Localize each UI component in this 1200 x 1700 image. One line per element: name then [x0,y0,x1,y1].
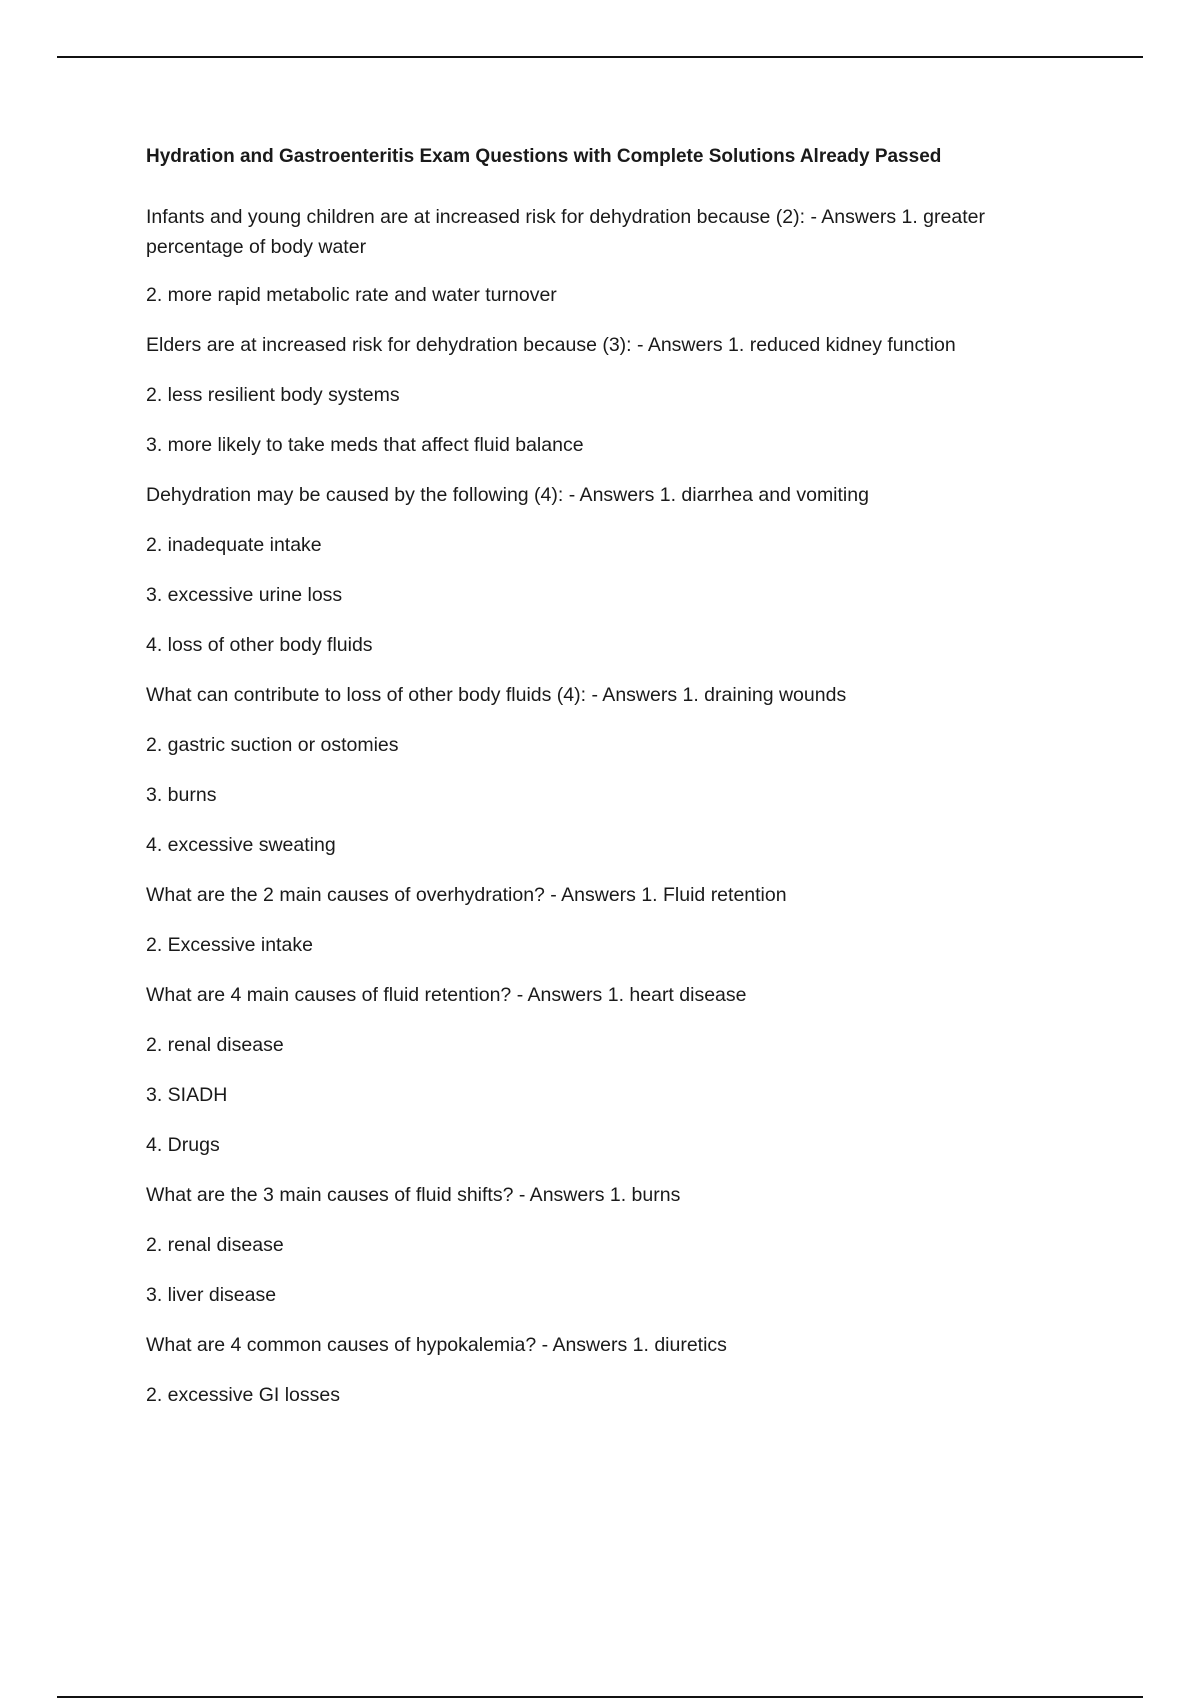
paragraph: 3. more likely to take meds that affect fluid balance [146,434,584,456]
footer-rule [57,1696,1143,1698]
paragraph: What are the 3 main causes of fluid shifts? - Answers 1. burns [146,1184,681,1206]
paragraph: What are the 2 main causes of overhydration? - Answers 1. Fluid retention [146,884,787,906]
paragraph: What are 4 common causes of hypokalemia? - Answers 1. diuretics [146,1334,727,1356]
paragraph: 3. excessive urine loss [146,584,343,606]
paragraph: 3. liver disease [146,1284,277,1306]
paragraph: 2. less resilient body systems [146,384,400,406]
paragraph: 2. renal disease [146,1234,284,1256]
paragraph: 3. SIADH [146,1084,228,1106]
paragraph: 4. loss of other body fluids [146,634,373,656]
paragraph: What are 4 main causes of fluid retention? - Answers 1. heart disease [146,984,747,1006]
paragraph: 2. more rapid metabolic rate and water turnover [146,284,557,306]
paragraph: Infants and young children are at increased risk for dehydration because (2): - Answers 1. greater percentage of body water [146,206,985,258]
paragraph: 2. inadequate intake [146,534,322,556]
paragraph: 2. excessive GI losses [146,1384,340,1406]
paragraph: 4. Drugs [146,1134,220,1156]
paragraph: 2. Excessive intake [146,934,313,956]
paragraph: Dehydration may be caused by the following (4): - Answers 1. diarrhea and vomiting [146,484,869,506]
paragraph: 2. renal disease [146,1034,284,1056]
document-body [146,142,1046,1430]
paragraph: What can contribute to loss of other body fluids (4): - Answers 1. draining wounds [146,684,847,706]
paragraph: Elders are at increased risk for dehydration because (3): - Answers 1. reduced kidney function [146,334,956,356]
paragraph: 4. excessive sweating [146,834,336,856]
paragraph: 2. gastric suction or ostomies [146,734,399,756]
paragraph: 3. burns [146,784,217,806]
document-title: Hydration and Gastroenteritis Exam Questions with Complete Solutions Already Passed [146,146,942,167]
header-rule [57,56,1143,58]
